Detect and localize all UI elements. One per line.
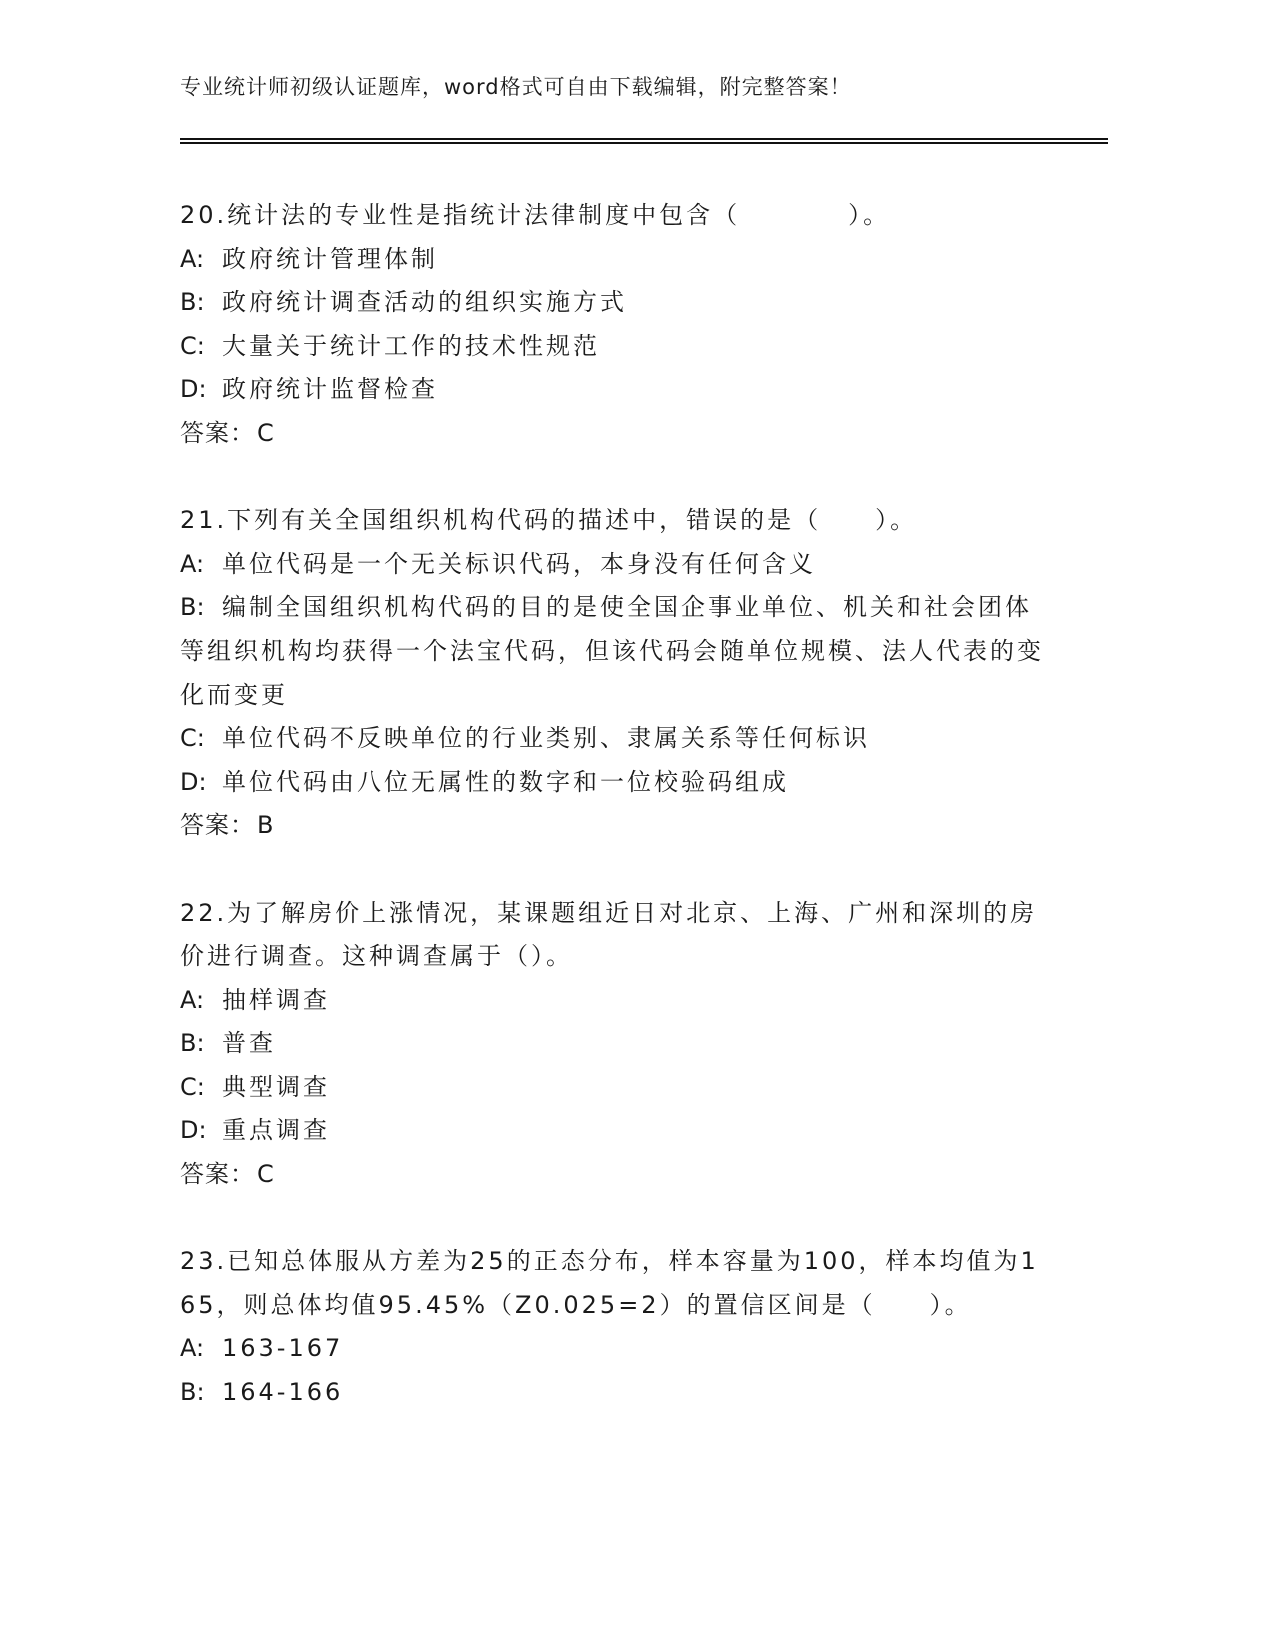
option-letter: D:: [180, 767, 207, 796]
question-stem: 23.已知总体服从方差为25的正态分布，样本容量为100，样本均值为165，则总体均值95.45%（Z0.025=2）的置信区间是（ ）。: [180, 1247, 1039, 1319]
answer-line: [180, 412, 1050, 456]
option-letter: D:: [180, 1116, 207, 1145]
answer-line: [180, 1153, 1050, 1197]
option-a: [180, 1327, 1050, 1371]
option-a: [180, 238, 1050, 282]
answer-label: 答案：: [180, 418, 255, 447]
option-text: 163-167: [222, 1334, 344, 1363]
option-c: [180, 325, 1050, 369]
option-letter: C:: [180, 1072, 205, 1101]
option-text: 编制全国组织机构代码的目的是使全国企事业单位、机关和社会团体等组织机构均获得一个法宝代码，但该代码会随单位规模、法人代表的变化而变更: [180, 593, 1044, 709]
question-20: [180, 194, 1050, 456]
option-text: 政府统计调查活动的组织实施方式: [222, 288, 627, 317]
option-b: [180, 1022, 1050, 1066]
answer-value: B: [257, 811, 275, 840]
question-stem: 22.为了解房价上涨情况，某课题组近日对北京、上海、广州和深圳的房价进行调查。这种调查属于（）。: [180, 898, 1038, 971]
answer-value: C: [257, 418, 275, 447]
option-b: [180, 1371, 1050, 1415]
option-text: 单位代码是一个无关标识代码，本身没有任何含义: [222, 549, 816, 578]
option-text: 政府统计管理体制: [222, 244, 438, 273]
question-22: [180, 892, 1050, 1197]
option-b: [180, 586, 1050, 717]
answer-label: 答案：: [180, 1160, 255, 1189]
option-d: [180, 761, 1050, 805]
option-text: 普查: [222, 1029, 276, 1058]
option-text: 164-166: [222, 1378, 344, 1407]
question-stem: 21.下列有关全国组织机构代码的描述中，错误的是（ ）。: [180, 506, 918, 535]
option-letter: A:: [180, 244, 205, 273]
option-text: 单位代码不反映单位的行业类别、隶属关系等任何标识: [222, 724, 870, 753]
answer-line: [180, 804, 1050, 848]
option-a: [180, 979, 1050, 1023]
option-text: 大量关于统计工作的技术性规范: [222, 331, 600, 360]
option-text: 典型调查: [222, 1072, 330, 1101]
option-text: 单位代码由八位无属性的数字和一位校验码组成: [222, 767, 789, 796]
question-23: [180, 1240, 1050, 1414]
option-letter: B:: [180, 1029, 205, 1058]
option-text: 重点调查: [222, 1116, 330, 1145]
answer-label: 答案：: [180, 811, 255, 840]
option-b: [180, 281, 1050, 325]
option-letter: A:: [180, 985, 205, 1014]
option-letter: B:: [180, 1378, 205, 1407]
header-divider: [180, 138, 1108, 144]
option-c: [180, 1066, 1050, 1110]
answer-value: C: [257, 1160, 275, 1189]
option-a: [180, 543, 1050, 587]
option-letter: A:: [180, 549, 205, 578]
question-list: [180, 194, 1050, 1458]
option-d: [180, 1109, 1050, 1153]
question-21: [180, 499, 1050, 848]
option-letter: A:: [180, 1334, 205, 1363]
option-letter: B:: [180, 593, 205, 622]
option-letter: C:: [180, 331, 205, 360]
option-text: 政府统计监督检查: [222, 375, 438, 404]
option-letter: C:: [180, 724, 205, 753]
option-d: [180, 368, 1050, 412]
option-letter: D:: [180, 375, 207, 404]
option-letter: B:: [180, 288, 205, 317]
option-c: [180, 717, 1050, 761]
option-text: 抽样调查: [222, 985, 330, 1014]
page-header: 专业统计师初级认证题库，word格式可自由下载编辑，附完整答案！: [180, 75, 852, 99]
question-stem: 20.统计法的专业性是指统计法律制度中包含（ ）。: [180, 201, 891, 229]
